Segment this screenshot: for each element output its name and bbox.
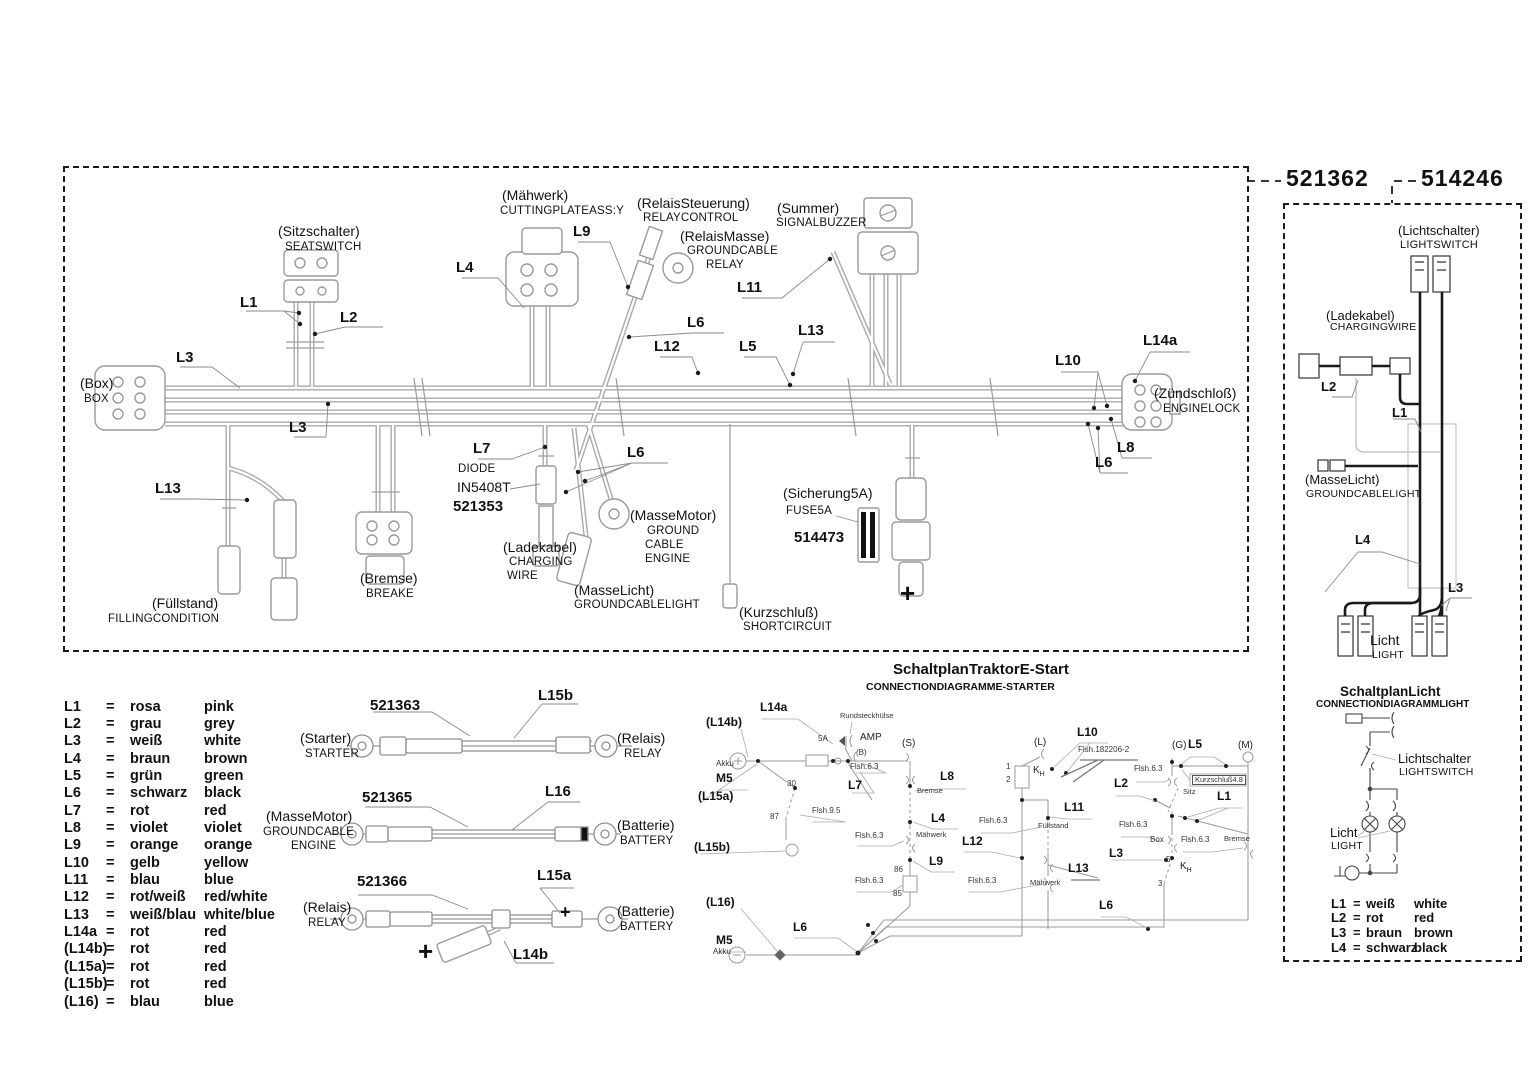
cable3-left-en: RELAY xyxy=(308,917,346,929)
light-legend-row: L1 = weiß white xyxy=(1331,895,1448,911)
groundmotor-label-en1: GROUND xyxy=(647,525,700,537)
estart-l14a: L14a xyxy=(760,700,788,714)
estart-flsh-box: Flsh.6.3 xyxy=(1119,820,1148,829)
wire-color-legend xyxy=(64,698,294,1010)
relayground-label-en1: GROUNDCABLE xyxy=(687,245,779,257)
cable3-part-number: 521366 xyxy=(357,873,408,890)
diode-type-label: IN5408T xyxy=(457,479,511,495)
estart-l-port: (L) xyxy=(1034,737,1047,748)
estart-3: 3 xyxy=(1158,879,1163,888)
wire-label-l9: L9 xyxy=(573,223,591,240)
estart-flsh-s1: Flsh.6.3 xyxy=(855,831,884,840)
fuse-label-en: FUSE5A xyxy=(786,505,832,517)
brake-label-de: (Bremse) xyxy=(360,570,418,586)
cable3-plus-a: + xyxy=(418,936,434,966)
cable1-right-de: (Relais) xyxy=(617,730,666,746)
cable2-left-en1: GROUNDCABLE xyxy=(263,826,355,838)
groundlight-label-de: (MasseLicht) xyxy=(574,582,655,598)
wire-label-l13a: L13 xyxy=(798,322,824,339)
estart-l1: L1 xyxy=(1217,789,1232,803)
charging-label-en2: WIRE xyxy=(507,570,538,582)
cable1-wire-label: L15b xyxy=(538,687,574,704)
light-legend-row: L2 = rot red xyxy=(1331,910,1435,926)
estart-akku-minus: Akku xyxy=(713,947,731,956)
estart-sitz: Sitz xyxy=(1183,787,1196,796)
buzzer-label-en: SIGNALBUZZER xyxy=(776,217,867,229)
chargingwire-label-de: (Ladekabel) xyxy=(1326,308,1395,323)
wire-label-l7: L7 xyxy=(473,440,491,457)
estart-box: Box xyxy=(1150,835,1164,844)
legend-row: (L14b) = rot red xyxy=(64,941,227,958)
wire-label-l6b: L6 xyxy=(1095,454,1113,471)
lightswitch-label-de: (Lichtschalter) xyxy=(1398,223,1480,238)
estart-m5-plus: M5 xyxy=(716,771,733,785)
part-number-main: 521362 xyxy=(1286,165,1369,191)
light-wire-l2: L2 xyxy=(1321,379,1337,394)
cable2-wire-label: L16 xyxy=(545,783,571,800)
legend-row: L14a = rot red xyxy=(64,924,227,941)
charging-label-en1: CHARGING xyxy=(509,556,573,568)
legend-row: L7 = rot red xyxy=(64,802,227,819)
light-wire-l4: L4 xyxy=(1355,532,1371,547)
box-label-de: (Box) xyxy=(80,375,114,391)
wire-label-l3b: L3 xyxy=(289,419,307,436)
estart-maehwerk1: Mähwerk xyxy=(916,830,947,839)
wire-label-l6c: L6 xyxy=(627,444,645,461)
mower-label-de: (Mähwerk) xyxy=(502,187,569,203)
estart-l11: L11 xyxy=(1064,800,1085,814)
light-diagram-border xyxy=(1283,203,1522,962)
estart-bremse1: Bremse xyxy=(917,786,943,795)
wire-label-l8: L8 xyxy=(1117,439,1135,456)
estart-l13: L13 xyxy=(1068,861,1089,875)
estart-l5: L5 xyxy=(1188,737,1203,751)
cable2-part-number: 521365 xyxy=(362,789,413,806)
estart-m-port: (M) xyxy=(1238,740,1253,751)
groundmotor-label-en3: ENGINE xyxy=(645,553,691,565)
estart-fuellstand: Füllstand xyxy=(1038,821,1069,830)
lightswitch-label-en: LIGHTSWITCH xyxy=(1400,239,1478,251)
estart-flsh182: Flsh.182206-2 xyxy=(1078,745,1130,754)
groundcablelight-label-en: GROUNDCABLELIGHT xyxy=(1306,488,1422,500)
groundcablelight-label-de: (MasseLicht) xyxy=(1305,472,1380,487)
estart-maehwerk2: Mähwerk xyxy=(1030,878,1061,887)
estart-l6b: L6 xyxy=(1099,898,1114,912)
cable2-right-de: (Batterie) xyxy=(617,817,675,833)
box-label-en: BOX xyxy=(84,393,109,405)
legend-row: L12 = rot/weiß red/white xyxy=(64,889,268,906)
wire-label-l4: L4 xyxy=(456,259,474,276)
cable1-part-number: 521363 xyxy=(370,697,421,714)
estart-l8: L8 xyxy=(940,769,955,783)
wire-label-l6a: L6 xyxy=(687,314,705,331)
estart-30: 30 xyxy=(787,779,796,788)
groundmotor-label-en2: CABLE xyxy=(645,539,684,551)
estart-g-port: (G) xyxy=(1172,740,1187,751)
circuit-licht-en: LIGHT xyxy=(1331,840,1363,852)
estart-kh1-pin2: 2 xyxy=(1006,775,1011,784)
estart-l9: L9 xyxy=(929,854,944,868)
estart-flsh-coil: Flsh.6.3 xyxy=(855,876,884,885)
licht-label-de: Licht xyxy=(1370,632,1400,648)
estart-flsh-fuell: Flsh.6.3 xyxy=(979,816,1008,825)
estart-symbols xyxy=(839,736,845,746)
cable3-right-en: BATTERY xyxy=(620,921,674,933)
legend-row: L1 = rosa pink xyxy=(64,698,234,715)
legend-row: L8 = violet violet xyxy=(64,820,242,837)
wire-label-l12: L12 xyxy=(654,338,680,355)
legend-row: L4 = braun brown xyxy=(64,750,248,767)
cable3-wire-a-label: L15a xyxy=(537,867,572,884)
estart-flsh-maeh2: Flsh.6.3 xyxy=(968,876,997,885)
shortcircuit-label-de: (Kurzschluß) xyxy=(739,604,819,620)
legend-row: L5 = grün green xyxy=(64,768,244,785)
estart-s: (S) xyxy=(902,738,916,749)
legend-row: L6 = schwarz black xyxy=(64,785,242,802)
cable2-right-en: BATTERY xyxy=(620,835,674,847)
diode-label: DIODE xyxy=(458,463,496,475)
legend-row: L11 = blau blue xyxy=(64,872,234,889)
cable3-wire-b-label: L14b xyxy=(513,946,549,963)
groundlight-label-en: GROUNDCABLELIGHT xyxy=(574,599,700,611)
wire-label-l11: L11 xyxy=(737,279,763,296)
light-wire-l1: L1 xyxy=(1392,405,1408,420)
estart-bremse2: Bremse xyxy=(1224,834,1250,843)
filling-label-de: (Füllstand) xyxy=(152,595,219,611)
cable1-right-en: RELAY xyxy=(624,748,662,760)
fuse-label-de: (Sicherung5A) xyxy=(783,485,873,501)
estart-l12: L12 xyxy=(962,834,983,848)
diode-part-number: 521353 xyxy=(453,498,504,515)
wire-label-l13b: L13 xyxy=(155,480,181,497)
light-color-legend xyxy=(1331,896,1464,954)
cable1-left-de: (Starter) xyxy=(300,730,352,746)
enginelock-label-en: ENGINELOCK xyxy=(1163,403,1241,415)
estart-flsh-sitz: Flsh.6.3 xyxy=(1134,764,1163,773)
wire-label-l10: L10 xyxy=(1055,352,1081,369)
estart-kh1-pin1: 1 xyxy=(1006,762,1011,771)
estart-5a: 5A xyxy=(818,734,828,743)
filling-label-en: FILLINGCONDITION xyxy=(108,613,220,625)
wire-label-l2: L2 xyxy=(340,309,358,326)
part-number-light: 514246 xyxy=(1421,165,1504,191)
legend-row: L9 = orange orange xyxy=(64,837,253,854)
seatswitch-label-de: (Sitzschalter) xyxy=(278,223,360,239)
light-legend-row: L3 = braun brown xyxy=(1331,924,1453,940)
cable2-left-en2: ENGINE xyxy=(291,840,337,852)
estart-flsh-b: Flsh.6.3 xyxy=(850,762,879,771)
cable-assemblies xyxy=(341,735,622,931)
estart-dots xyxy=(756,759,1228,956)
estart-87: 87 xyxy=(770,812,779,821)
estart-l14b: (L14b) xyxy=(706,715,742,729)
estart-rundsteckhuelse: Rundsteckhülse xyxy=(840,711,894,720)
estart-flsh95: Flsh.9.5 xyxy=(812,806,841,815)
estart-kurzschluss: Kurzschluß4.8 xyxy=(1192,775,1246,785)
estart-l3: L3 xyxy=(1109,846,1124,860)
cable2-left-de: (MasseMotor) xyxy=(266,808,353,824)
estart-amp: AMP xyxy=(860,732,882,743)
wire-label-l5: L5 xyxy=(739,338,757,355)
legend-row: L2 = grau grey xyxy=(64,716,235,733)
mower-label-en: CUTTINGPLATEASS:Y xyxy=(500,205,624,217)
estart-akku-plus: Akku xyxy=(716,759,734,768)
battery-plus-symbol: + xyxy=(900,578,916,608)
estart-l15a: (L15a) xyxy=(698,789,734,803)
estart-l7: L7 xyxy=(848,778,863,792)
estart-5: 5 xyxy=(1166,855,1171,864)
fuse-part-number: 514473 xyxy=(794,529,845,546)
relaycontrol-label-de: (RelaisSteuerung) xyxy=(637,195,750,211)
light-legend-row: L4 = schwarz black xyxy=(1331,939,1448,955)
estart-l2: L2 xyxy=(1114,776,1129,790)
seatswitch-label-en: SEATSWITCH xyxy=(285,241,362,253)
schaltplanlicht-title: SchaltplanLicht xyxy=(1340,684,1441,699)
cable3-left-de: (Relais) xyxy=(303,899,352,915)
cable3-plus-b: + xyxy=(560,902,571,922)
brake-label-en: BREAKE xyxy=(366,588,414,600)
estart-kh1: $K_H$ xyxy=(1033,765,1045,778)
wire-label-l1: L1 xyxy=(240,294,258,311)
circuit-lightswitch-de: Lichtschalter xyxy=(1398,751,1471,766)
wire-label-l14a: L14a xyxy=(1143,332,1178,349)
legend-row: (L15a) = rot red xyxy=(64,958,227,975)
estart-b: (B) xyxy=(856,748,867,757)
circuit-licht-de: Licht xyxy=(1330,825,1358,840)
light-wire-l3: L3 xyxy=(1448,580,1464,595)
legend-row: L3 = weiß white xyxy=(64,733,242,750)
circuit-lightswitch-en: LIGHTSWITCH xyxy=(1399,766,1474,778)
estart-86: 86 xyxy=(894,865,903,874)
estart-subtitle: CONNECTIONDIAGRAMME-STARTER xyxy=(866,681,1055,693)
relayground-label-de: (RelaisMasse) xyxy=(680,228,770,244)
charging-label-de: (Ladekabel) xyxy=(503,539,577,555)
estart-kh2: $K_H$ xyxy=(1180,861,1192,874)
legend-row: (L15b) = rot red xyxy=(64,976,227,993)
legend-row: L10 = gelb yellow xyxy=(64,854,249,871)
relaycontrol-label-en: RELAYCONTROL xyxy=(643,212,739,224)
estart-l10: L10 xyxy=(1077,725,1098,739)
estart-l6a: L6 xyxy=(793,920,808,934)
enginelock-label-de: (Zündschloß) xyxy=(1154,385,1237,401)
legend-row: L13 = weiß/blau white/blue xyxy=(64,906,275,923)
cable1-left-en: STARTER xyxy=(305,748,360,760)
legend-row: (L16) = blau blue xyxy=(64,993,234,1010)
wire-label-l3a: L3 xyxy=(176,349,194,366)
estart-flsh-bremse2: Flsh.6.3 xyxy=(1181,835,1210,844)
estart-85: 85 xyxy=(893,889,902,898)
estart-title: SchaltplanTraktorE-Start xyxy=(893,661,1069,678)
groundmotor-label-de: (MasseMotor) xyxy=(630,507,717,523)
chargingwire-label-en: CHARGINGWIRE xyxy=(1330,321,1417,333)
cable3-right-de: (Batterie) xyxy=(617,903,675,919)
estart-l4: L4 xyxy=(931,811,946,825)
schaltplanlicht-subtitle: CONNECTIONDIAGRAMMLIGHT xyxy=(1316,699,1470,710)
relayground-label-en2: RELAY xyxy=(706,259,744,271)
estart-m5-minus: M5 xyxy=(716,933,733,947)
estart-l15b: (L15b) xyxy=(694,840,730,854)
main-diagram-border xyxy=(63,166,1249,652)
shortcircuit-label-en: SHORTCIRCUIT xyxy=(743,621,833,633)
buzzer-label-de: (Summer) xyxy=(777,200,840,216)
estart-l16: (L16) xyxy=(706,895,735,909)
licht-label-en: LIGHT xyxy=(1372,649,1404,661)
